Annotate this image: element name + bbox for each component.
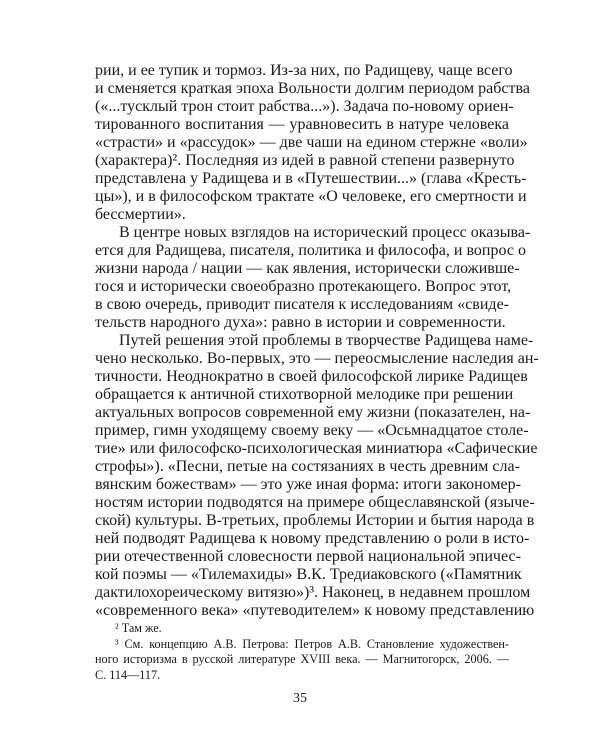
text-line: рии, и ее тупик и тормоз. Из-за них, по Радищеву, чаще всего: [95, 62, 513, 79]
footnote-3: [95, 637, 509, 684]
text-line: тие» или философско-психологическая миниатюра «Сафические: [95, 440, 538, 457]
text-line: ется для Радищева, писателя, политика и философа, и вопрос о: [95, 242, 526, 259]
text-line: кой поэмы — «Тилемахиды» В.К. Тредиаковского («Памятник: [95, 566, 522, 583]
page-number: 35: [293, 691, 307, 706]
text-line: ской) культуры. В-третьих, проблемы Истории и бытия народа в: [95, 512, 535, 529]
footnotes: [95, 621, 509, 683]
text-line: обращается к античной стихотворной мелодике при решении: [95, 386, 514, 403]
text-line: ней подводят Радищева к новому представлению о роли в исто-: [95, 530, 530, 547]
main-text: [95, 62, 539, 620]
paragraph-1: [95, 62, 530, 224]
footnote-line: ³ См. концепцию А.В. Петрова: Петров А.В. Становление художествен-: [115, 636, 509, 651]
text-line: Путей решения этой проблемы в творчестве Радищева наме-: [119, 332, 534, 349]
text-line: «страсти» и «рассудок» — две чаши на едином стержне «воли»: [95, 134, 528, 151]
text-line: тельств народного духа»: равно в истории и современности.: [95, 314, 506, 331]
text-line: дактилохореическому витязю»)³. Наконец, в недавнем прошлом: [95, 584, 531, 601]
text-line: актуальных вопросов современной ему жизни (показателен, на-: [95, 404, 531, 421]
text-line: В центре новых взглядов на исторический процесс оказыва-: [119, 224, 531, 241]
text-line: жизни народа / нации — как явления, исторически сложивше-: [95, 260, 520, 277]
text-line: вянским божествам» — это уже иная форма: итоги закономер-: [95, 476, 521, 493]
text-line: рии отечественной словесности первой национальной эпичес-: [95, 548, 521, 565]
text-line: («...тусклый трон стоит рабства...»). Задача по-новому ориен-: [95, 98, 514, 115]
footnote-line: ного историзма в русской литературе XVIII века. — Магнитогорск, 2006. —: [95, 652, 509, 667]
text-line: тичности. Неоднократно в своей философской лирике Радищев: [95, 368, 528, 385]
text-line: строфы»). «Песни, петые на состязаниях в честь древним сла-: [95, 458, 520, 475]
text-line: (характера)². Последняя из идей в равной степени развернуто: [95, 152, 515, 169]
paragraph-2: [95, 224, 531, 332]
text-line: тированного воспитания — уравновесить в натуре человека: [95, 116, 509, 133]
text-line: чено несколько. Во-первых, это — переосмысление наследия ан-: [95, 350, 539, 367]
text-line: бессмертии».: [95, 206, 186, 223]
text-line: ностям истории подводятся на примере общеславянской (языче-: [95, 494, 535, 511]
text-line: гося и исторически своеобразно протекающего. Вопрос этот,: [95, 278, 512, 295]
footnote-line: ² Там же.: [115, 621, 162, 635]
text-line: пример, гимн уходящему своему веку — «Осьмнадцатое столе-: [95, 422, 529, 439]
text-line: представлена у Радищева и в «Путешествии...» (глава «Кресть-: [95, 170, 527, 187]
footnote-2: [95, 621, 509, 637]
text-line: в свою очередь, приводит писателя к исследованиям «свиде-: [95, 296, 509, 313]
text-line: «современного века» «путеводителем» к новому представлению: [95, 602, 535, 619]
footnote-line: С. 114—117.: [95, 667, 161, 682]
paragraph-3: [95, 332, 539, 620]
text-line: и сменяется краткая эпоха Вольности долгим периодом рабства: [95, 80, 530, 97]
text-line: цы»), и в философском трактате «О человеке, его смертности и: [95, 188, 527, 205]
